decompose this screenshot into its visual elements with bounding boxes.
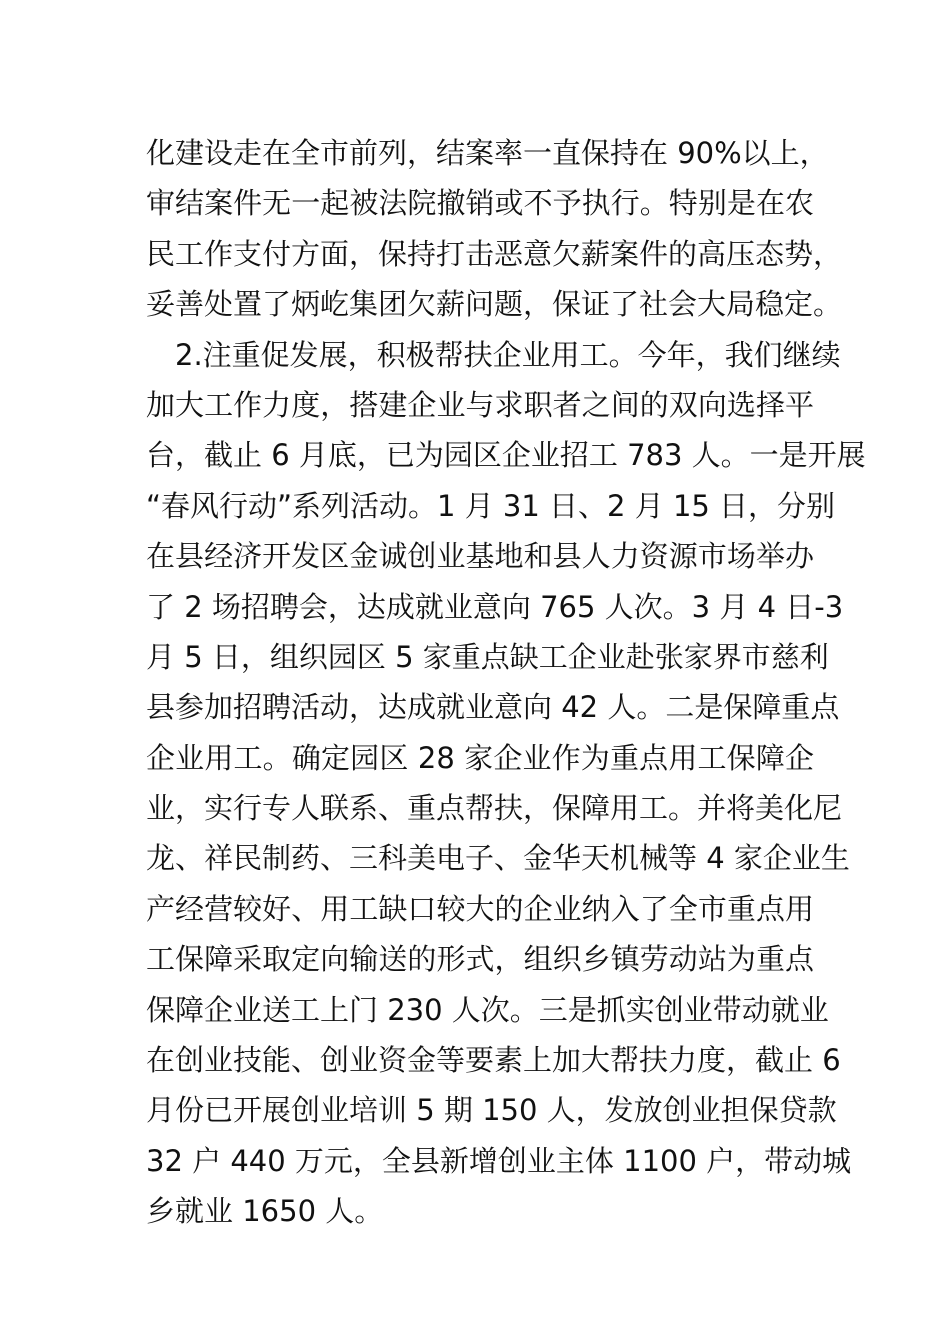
text-line-15: 龙、祥民制药、三科美电子、金华天机械等 4 家企业生 — [146, 841, 850, 876]
text-line-10: 了 2 场招聘会，达成就业意向 765 人次。3 月 4 日-3 — [146, 589, 844, 624]
text-line-21: 32 户 440 万元，全县新增创业主体 1100 户，带动城 — [146, 1143, 852, 1178]
text-line-17: 工保障采取定向输送的形式，组织乡镇劳动站为重点 — [146, 942, 814, 977]
text-line-13: 企业用工。确定园区 28 家企业作为重点用工保障企 — [146, 740, 814, 775]
text-line-4: 妥善处置了炳屹集团欠薪问题，保证了社会大局稳定。 — [146, 287, 843, 322]
text-line-7: 台，截止 6 月底，已为园区企业招工 783 人。一是开展 — [146, 438, 866, 473]
text-line-14: 业，实行专人联系、重点帮扶，保障用工。并将美化尼 — [146, 791, 843, 826]
text-line-22: 乡就业 1650 人。 — [146, 1194, 384, 1229]
text-line-5: 2.注重促发展，积极帮扶企业用工。今年，我们继续 — [146, 337, 841, 372]
text-line-11: 月 5 日，组织园区 5 家重点缺工企业赴张家界市慈利 — [146, 639, 829, 674]
text-line-18: 保障企业送工上门 230 人次。三是抓实创业带动就业 — [146, 992, 829, 1027]
text-line-1: 化建设走在全市前列，结案率一直保持在 90%以上， — [146, 136, 829, 170]
text-line-3: 民工作支付方面，保持打击恶意欠薪案件的高压态势， — [146, 236, 843, 271]
text-line-2: 审结案件无一起被法院撤销或不予执行。特别是在农 — [146, 186, 814, 221]
text-line-16: 产经营较好、用工缺口较大的企业纳入了全市重点用 — [146, 891, 814, 926]
document-page — [146, 128, 866, 1237]
text-line-19: 在创业技能、创业资金等要素上加大帮扶力度，截止 6 — [146, 1043, 841, 1078]
text-line-6: 加大工作力度，搭建企业与求职者之间的双向选择平 — [146, 387, 814, 422]
text-line-12: 县参加招聘活动，达成就业意向 42 人。二是保障重点 — [146, 690, 840, 725]
text-line-9: 在县经济开发区金诚创业基地和县人力资源市场举办 — [146, 539, 814, 574]
text-line-20: 月份已开展创业培训 5 期 150 人，发放创业担保贷款 — [146, 1093, 837, 1128]
text-line-8: “春风行动”系列活动。1 月 31 日、2 月 15 日，分别 — [146, 488, 836, 523]
